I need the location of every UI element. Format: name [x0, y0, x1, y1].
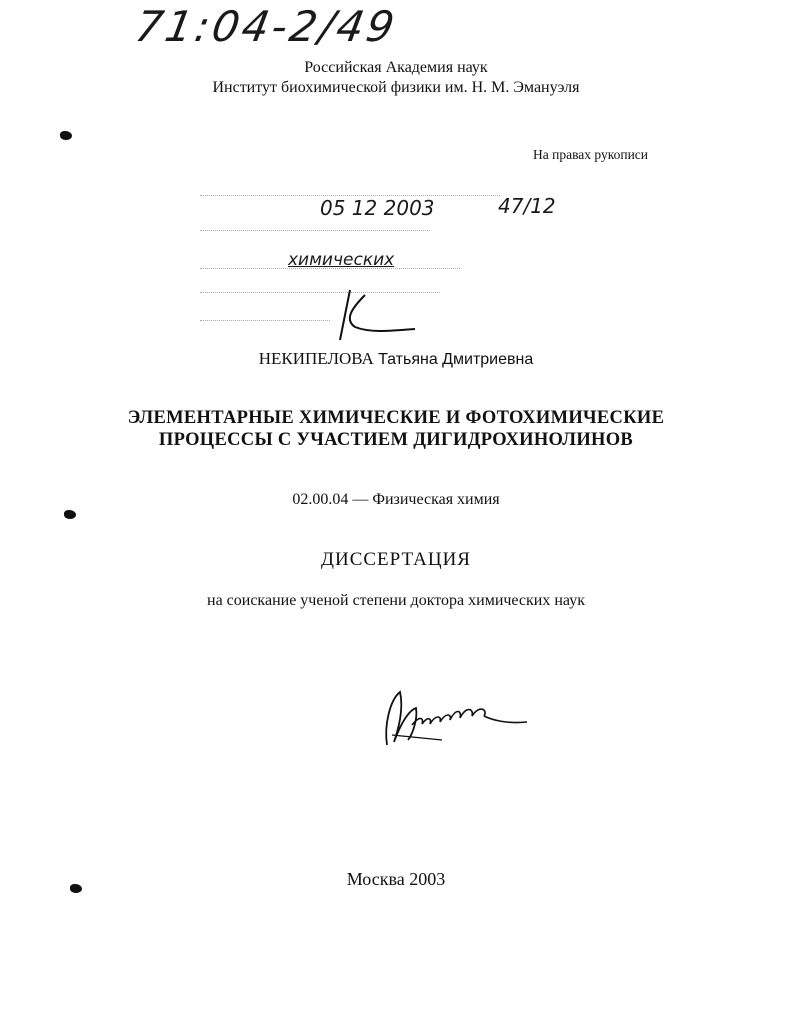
margin-mark: [60, 131, 72, 140]
handwritten-archive-number: 71:04-2/49: [131, 2, 401, 51]
institute-name: Институт биохимической физики им. Н. М. Эмануэля: [212, 79, 580, 96]
specialty-code: 02.00.04 — Физическая химия: [292, 491, 500, 508]
degree-line: на соискание ученой степени доктора химических наук: [207, 592, 585, 609]
stamp-date: 05 12 2003: [320, 196, 435, 220]
author-name: [0, 349, 792, 369]
city-year: Москва 2003: [346, 869, 446, 889]
stamp-field: химических: [288, 250, 395, 270]
stamp-line: [200, 230, 430, 232]
author-given-names: Татьяна Дмитриевна: [378, 351, 534, 368]
library-stamp: [200, 170, 556, 340]
author-signature: [372, 680, 532, 755]
title-line-2: ПРОЦЕССЫ С УЧАСТИЕМ ДИГИДРОХИНОЛИНОВ: [158, 430, 634, 450]
author-surname: НЕКИПЕЛОВА: [258, 349, 374, 368]
academy-name: Российская Академия наук: [304, 59, 488, 76]
stamp-initial-mark: [330, 285, 420, 345]
stamp-line: [200, 320, 330, 322]
stamp-number: 47/12: [498, 194, 556, 218]
margin-mark: [64, 510, 76, 519]
title-line-1: ЭЛЕМЕНТАРНЫЕ ХИМИЧЕСКИЕ И ФОТОХИМИЧЕСКИЕ: [127, 408, 665, 428]
document-type: ДИССЕРТАЦИЯ: [321, 549, 471, 570]
rights-note: На правах рукописи: [533, 147, 649, 162]
